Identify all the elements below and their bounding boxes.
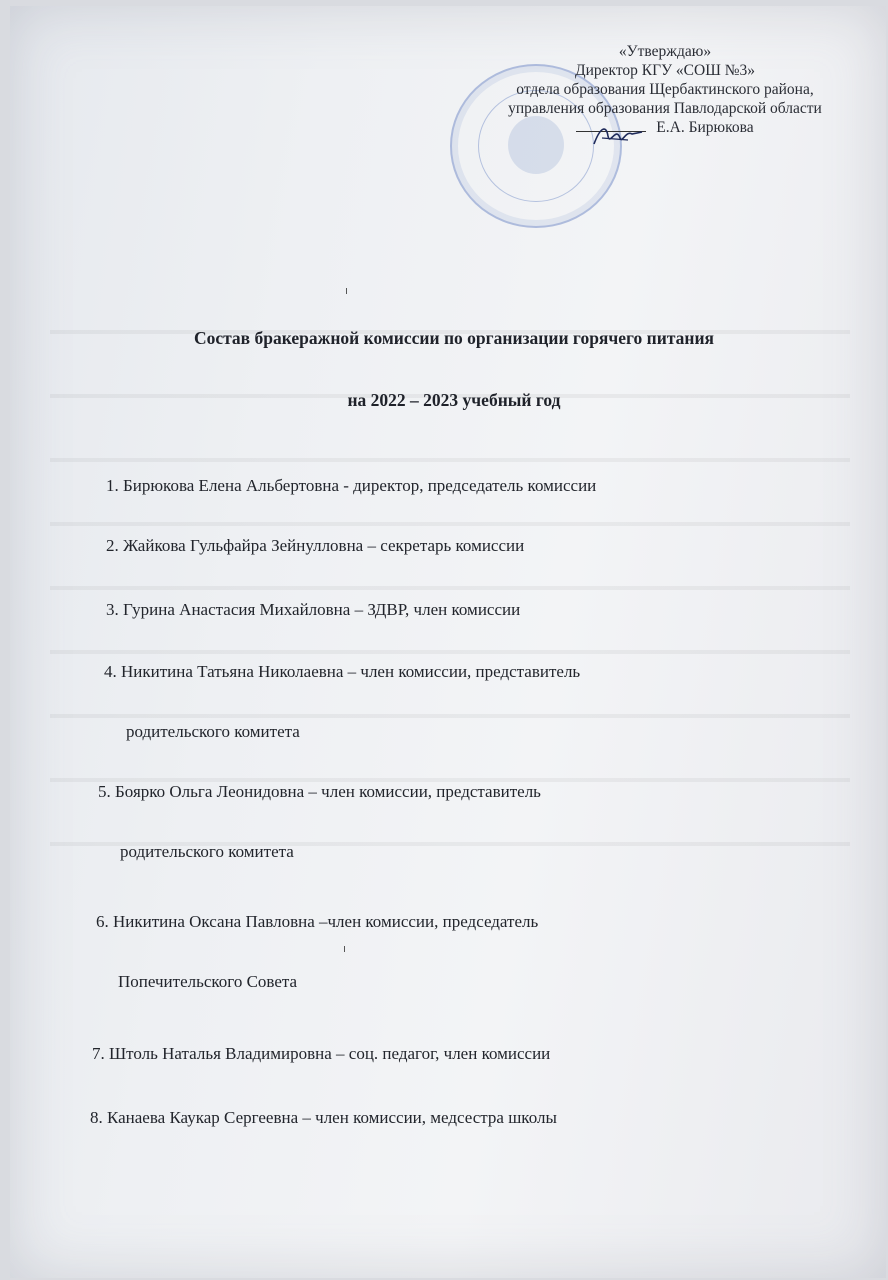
document-title: Состав бракеражной комиссии по организации горячего питания bbox=[193, 328, 715, 348]
list-item: 3. Гурина Анастасия Михайловна – ЗДВР, член комиссии bbox=[106, 600, 521, 619]
list-item: 1. Бирюкова Елена Альбертовна - директор, председатель комиссии bbox=[106, 476, 597, 495]
approval-line-4: управления образования Павлодарской области bbox=[508, 100, 822, 117]
approval-block bbox=[480, 42, 850, 137]
approval-line-3: отдела образования Щербактинского района, bbox=[516, 81, 814, 98]
list-item: 8. Канаева Каукар Сергеевна – член комиссии, медсестра школы bbox=[90, 1108, 557, 1127]
approval-signer: Е.А. Бирюкова bbox=[656, 119, 754, 136]
document-subtitle: на 2022 – 2023 учебный год bbox=[347, 390, 561, 410]
list-item: 5. Боярко Ольга Леонидовна – член комиссии, представитель родительского комитета bbox=[98, 782, 541, 861]
approval-signer-row bbox=[480, 118, 850, 137]
list-item: 7. Штоль Наталья Владимировна – соц. педагог, член комиссии bbox=[92, 1044, 551, 1063]
approval-line-2: Директор КГУ «СОШ №3» bbox=[575, 62, 755, 79]
ink-mark bbox=[344, 946, 345, 952]
approval-line-1: «Утверждаю» bbox=[618, 43, 712, 60]
list-item: 4. Никитина Татьяна Николаевна – член комиссии, представитель родительского комитета bbox=[104, 662, 581, 741]
handwritten-signature-icon bbox=[588, 118, 648, 152]
list-item: 2. Жайкова Гульфайра Зейнулловна – секретарь комиссии bbox=[106, 536, 525, 555]
ink-mark bbox=[346, 288, 347, 294]
document-page bbox=[10, 6, 886, 1278]
list-item: 6. Никитина Оксана Павловна –член комиссии, председатель Попечительского Совета bbox=[96, 912, 539, 991]
